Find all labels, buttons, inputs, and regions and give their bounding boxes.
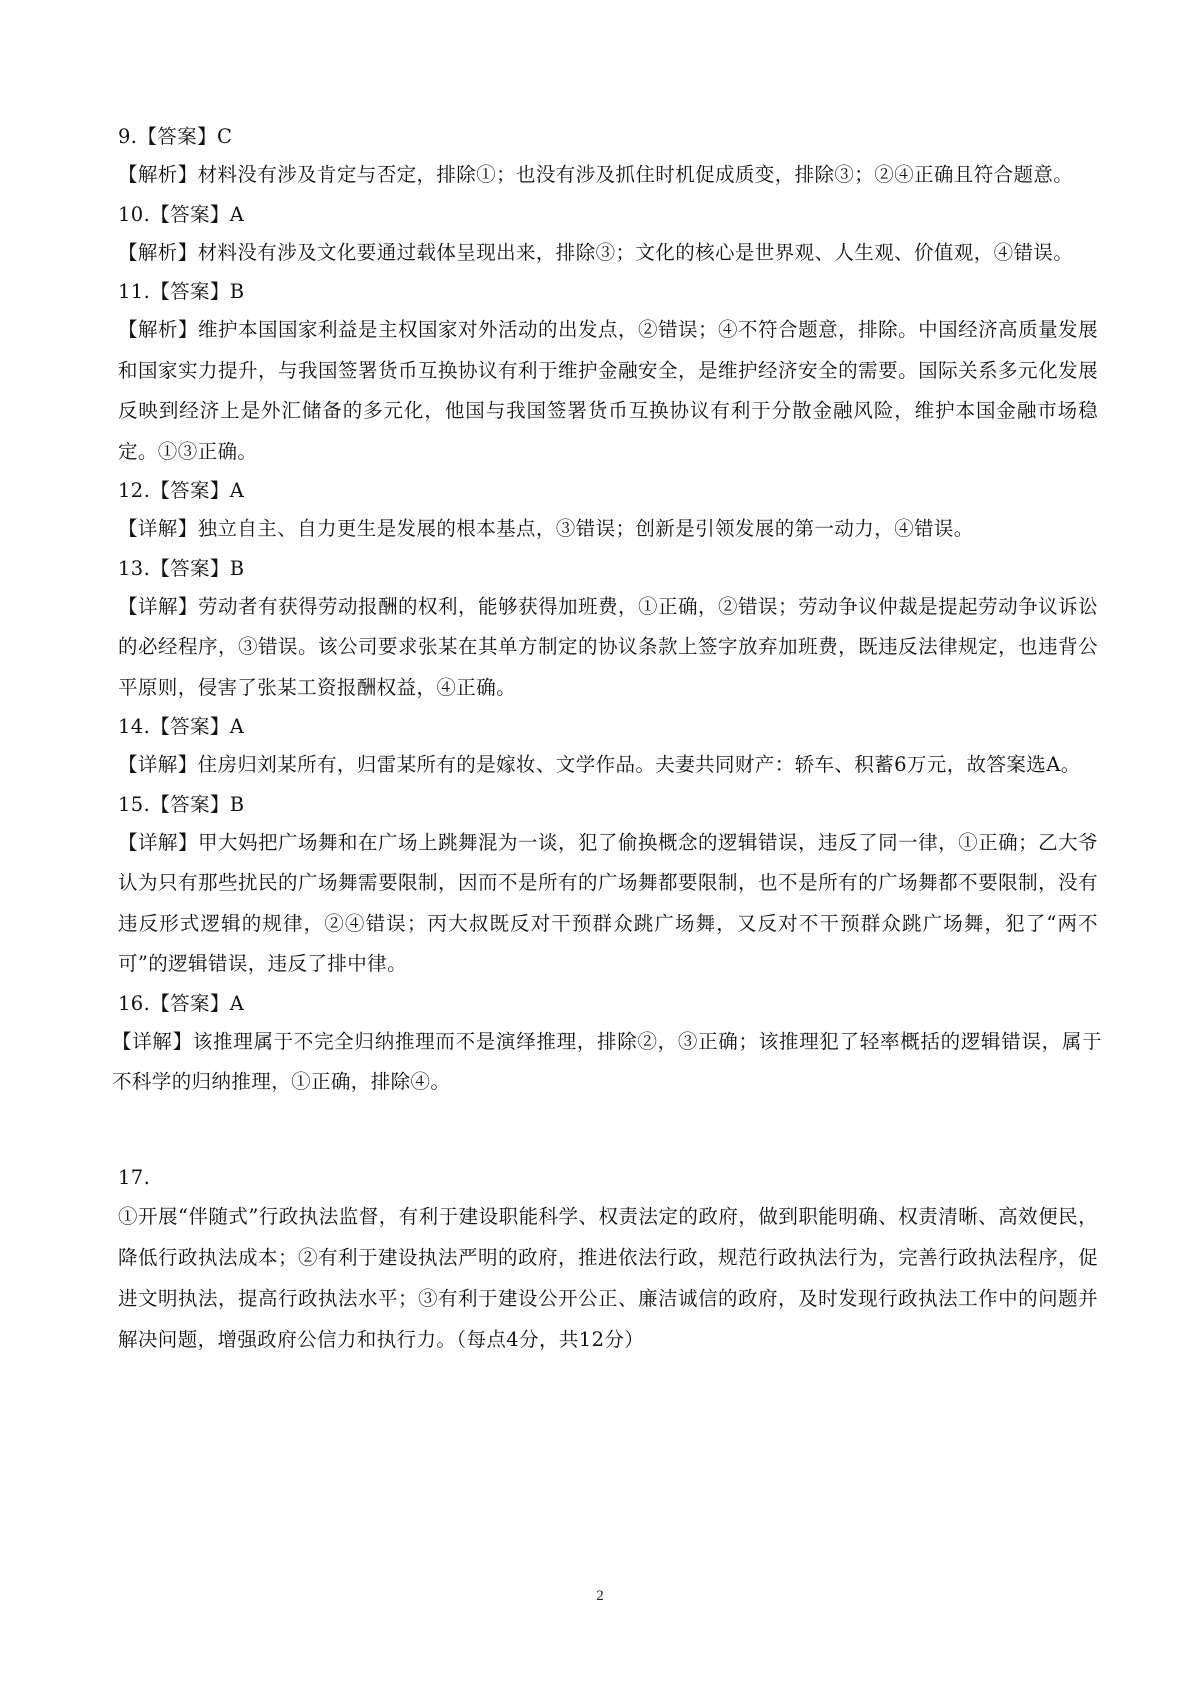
question-17-answer: ①开展“伴随式”行政执法监督，有利于建设职能科学、权责法定的政府，做到职能明确、权责清晰、高效便民，降低行政执法成本；②有利于建设执法严明的政府，推进依法行政，规范行政执法行为，完善行政执法程序，促进文明执法，提高行政执法水平；③有利于建设公开公正、廉洁诚信的政府，及时发现行政执法工作中的问题并解决问题，增强政府公信力和执行力。（每点4分，共12分） — [118, 1204, 1098, 1351]
explanation-9: 【解析】材料没有涉及肯定与否定，排除①；也没有涉及抓住时机促成质变，排除③；②④正确且符合题意。 — [118, 163, 1074, 186]
answer-content — [112, 118, 1102, 1360]
explanation-12: 【详解】独立自主、自力更生是发展的根本基点，③错误；创新是引领发展的第一动力，④错误。 — [118, 517, 974, 540]
explanation-13: 【详解】劳动者有获得劳动报酬的权利，能够获得加班费，①正确，②错误；劳动争议仲裁是提起劳动争议诉讼的必经程序，③错误。该公司要求张某在其单方制定的协议条款上签字放弃加班费，既违反法律规定，也违背公平原则，侵害了张某工资报酬权益，④正确。 — [118, 594, 1098, 699]
question-17-number: 17. — [118, 1165, 151, 1189]
answer-13: 13.【答案】B — [118, 556, 245, 580]
section-gap — [118, 1103, 1098, 1159]
explanation-16: 【详解】该推理属于不完全归纳推理而不是演绎推理，排除②，③正确；该推理犯了轻率概括的逻辑错误，属于不科学的归纳推理，①正确，排除④。 — [112, 1029, 1102, 1093]
explanation-10: 【解析】材料没有涉及文化要通过载体呈现出来，排除③；文化的核心是世界观、人生观、价值观，④错误。 — [118, 240, 1074, 264]
answer-15: 15.【答案】B — [118, 792, 245, 816]
page-number: 2 — [596, 1588, 604, 1604]
answer-10: 10.【答案】A — [118, 202, 245, 226]
answer-14: 14.【答案】A — [118, 715, 245, 738]
explanation-11: 【解析】维护本国国家利益是主权国家对外活动的出发点，②错误；④不符合题意，排除。中国经济高质量发展和国家实力提升，与我国签署货币互换协议有利于维护金融安全，是维护经济安全的需要。国际关系多元化发展反映到经济上是外汇储备的多元化，他国与我国签署货币互换协议有利于分散金融风险，维护本国金融市场稳定。①③正确。 — [118, 318, 1098, 463]
answer-16: 16.【答案】A — [118, 991, 245, 1015]
explanation-15: 【详解】甲大妈把广场舞和在广场上跳舞混为一谈，犯了偷换概念的逻辑错误，违反了同一律，①正确；乙大爷认为只有那些扰民的广场舞需要限制，因而不是所有的广场舞都要限制，也不是所有的广场舞都不要限制，没有违反形式逻辑的规律，②④错误；丙大叔既反对干预群众跳广场舞，又反对不干预群众跳广场舞，犯了“两不可”的逻辑错误，违反了排中律。 — [118, 830, 1098, 975]
answer-11: 11.【答案】B — [118, 280, 245, 303]
explanation-14: 【详解】住房归刘某所有，归雷某所有的是嫁妆、文学作品。夫妻共同财产：轿车、积蓄6万元，故答案选A。 — [118, 753, 1081, 776]
answer-12: 12.【答案】A — [118, 479, 245, 502]
answer-9: 9.【答案】C — [118, 125, 233, 148]
